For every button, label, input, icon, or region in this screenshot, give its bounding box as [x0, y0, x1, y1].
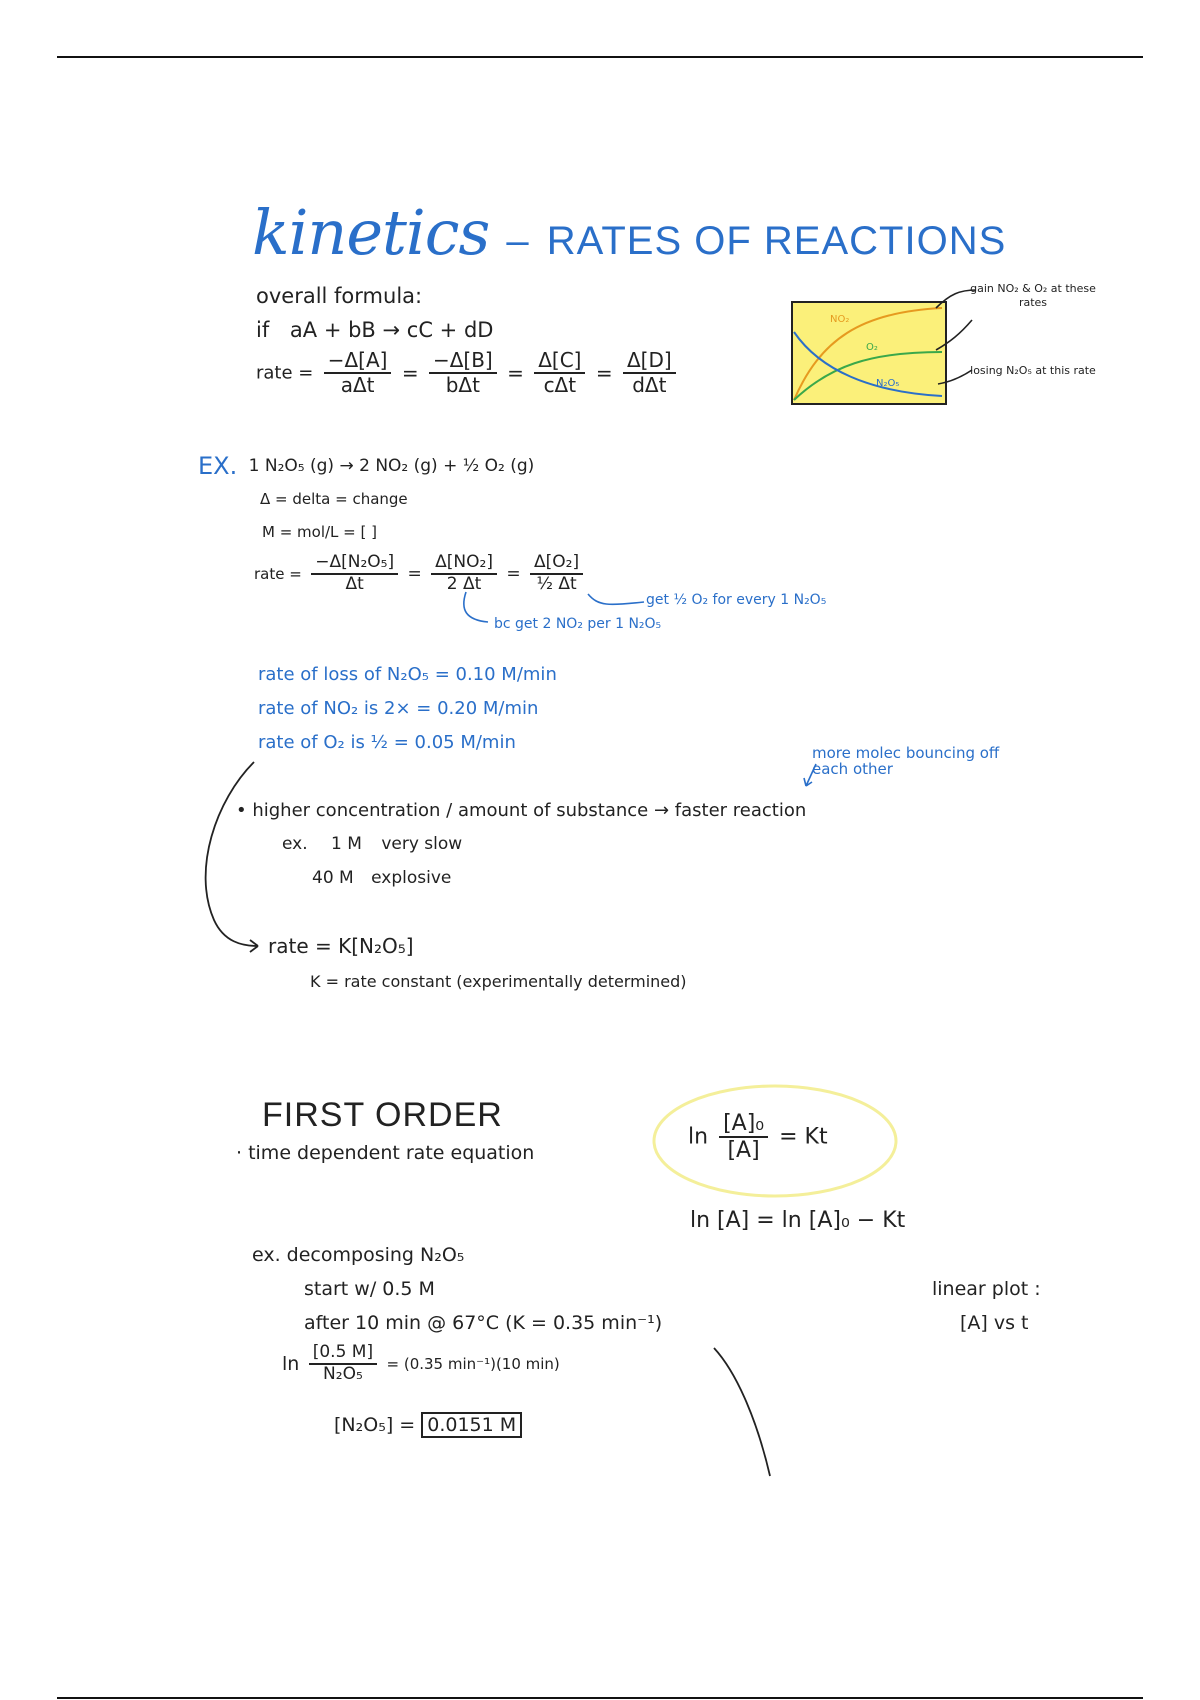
ln-fraction-num: [A]₀	[719, 1112, 768, 1138]
ex-1m-desc: very slow	[381, 834, 463, 854]
ex-label: EX.	[198, 452, 238, 480]
equals-1: =	[401, 361, 419, 385]
o2-note-arrow	[588, 594, 644, 604]
ex-rate-o2-num: Δ[O₂]	[530, 554, 583, 575]
loss-note: losing N₂O₅ at this rate	[970, 364, 1096, 377]
loss-arrow	[938, 370, 972, 384]
ex-rate-word: rate =	[254, 564, 302, 583]
bottom-rule	[57, 1697, 1143, 1699]
calc-fraction-num: [0.5 M]	[309, 1344, 377, 1365]
equals-3: =	[595, 361, 613, 385]
molec-arrow	[800, 762, 830, 792]
molarity-definition: M = mol/L = [ ]	[262, 523, 377, 541]
molec-arrow-path	[804, 764, 816, 786]
rate-term-b	[429, 350, 497, 396]
rate-term-a	[324, 350, 392, 396]
label-n2o5: N₂O₅	[876, 378, 900, 389]
ex-40m-line	[312, 868, 451, 888]
no2-rate-line: rate of NO₂ is 2× = 0.20 M/min	[258, 698, 539, 719]
k-definition: K = rate constant (experimentally determined)	[310, 972, 687, 991]
rate-term-c-num: Δ[C]	[534, 350, 585, 374]
if-word: if	[256, 318, 270, 342]
linear-plot-arrow	[708, 1344, 778, 1480]
label-no2: NO₂	[830, 314, 850, 325]
calc-fraction	[309, 1344, 377, 1384]
ex-equals-1: =	[407, 563, 422, 584]
title-dash: –	[506, 219, 530, 263]
integrated-rate-law	[688, 1112, 828, 1162]
rate-term-d-num: Δ[D]	[623, 350, 676, 374]
title-caps: RATES OF REACTIONS	[546, 219, 1007, 263]
loss-rate-line: rate of loss of N₂O₅ = 0.10 M/min	[258, 664, 557, 685]
ln-fraction-den: [A]	[727, 1138, 760, 1164]
calc-rhs: = (0.35 min⁻¹)(10 min)	[386, 1354, 560, 1373]
molec-note: more molec bouncing off each other	[812, 744, 1000, 778]
gain-arrow-2	[936, 320, 972, 350]
example-reaction-line	[198, 452, 534, 480]
ex-rate-n2o5-num: −Δ[N₂O₅]	[311, 554, 398, 575]
o2-rate-line: rate of O₂ is ½ = 0.05 M/min	[258, 732, 516, 753]
page-title	[252, 196, 1006, 269]
rate-term-b-num: −Δ[B]	[429, 350, 497, 374]
ex-40m: 40 M	[312, 868, 354, 888]
ln-word: ln	[688, 1124, 709, 1150]
rate-term-a-num: −Δ[A]	[324, 350, 392, 374]
rate-term-c	[534, 350, 585, 396]
first-order-heading: FIRST ORDER	[262, 1096, 503, 1134]
rate-term-b-den: bΔt	[445, 373, 480, 397]
ex-rate-n2o5	[311, 554, 398, 594]
overall-label: overall formula:	[256, 284, 423, 308]
linear-plot-arrow-path	[714, 1348, 770, 1476]
rate-law-arrow-path	[206, 762, 258, 952]
ex-1m: 1 M	[331, 834, 362, 854]
overall-reaction-line	[256, 318, 493, 342]
first-order-bullet: · time dependent rate equation	[236, 1142, 535, 1164]
result-value: 0.0151 M	[421, 1412, 522, 1438]
result-line	[334, 1414, 522, 1436]
equals-2: =	[507, 361, 524, 385]
no2-note: bc get 2 NO₂ per 1 N₂O₅	[494, 616, 662, 632]
general-reaction: aA + bB → cC + dD	[289, 318, 494, 342]
rate-law-arrow	[196, 760, 266, 960]
ex-rate-n2o5-den: Δt	[345, 573, 364, 594]
rate-law: rate = K[N₂O₅]	[268, 934, 414, 958]
after-line: after 10 min @ 67°C (K = 0.35 min⁻¹)	[304, 1312, 663, 1334]
top-rule	[57, 56, 1143, 58]
rate-term-c-den: cΔt	[543, 373, 577, 397]
delta-definition: Δ = delta = change	[260, 490, 408, 508]
result-label: [N₂O₅] =	[334, 1414, 416, 1436]
ex-1m-line	[282, 834, 462, 854]
ln-rhs: = Kt	[779, 1124, 828, 1150]
concentration-bullet: • higher concentration / amount of substance → faster reaction	[236, 800, 807, 821]
rate-term-d-den: dΔt	[632, 373, 667, 397]
no2-note-arrow	[464, 592, 488, 622]
gain-note: gain NO₂ & O₂ at these rates	[970, 282, 1096, 310]
ln-fraction	[719, 1112, 768, 1162]
ex-rate-no2-num: Δ[NO₂]	[431, 554, 497, 575]
ex-equals-2: =	[506, 563, 521, 584]
title-script: kinetics	[252, 196, 490, 269]
start-line: start w/ 0.5 M	[304, 1278, 435, 1300]
ex-rate-no2-den: 2 Δt	[446, 573, 482, 594]
calc-ln: ln	[282, 1352, 300, 1375]
decomposing-line: ex. decomposing N₂O₅	[252, 1244, 465, 1266]
rate-word: rate =	[256, 362, 314, 384]
ex-small: ex.	[282, 834, 308, 854]
ex-40m-desc: explosive	[371, 868, 452, 888]
ex-rate-o2-den: ½ Δt	[536, 573, 577, 594]
example-reaction: 1 N₂O₅ (g) → 2 NO₂ (g) + ½ O₂ (g)	[248, 456, 535, 476]
rate-term-d	[623, 350, 676, 396]
linear-plot-label: linear plot :	[932, 1278, 1041, 1300]
linear-plot-axes: [A] vs t	[960, 1312, 1029, 1334]
rate-term-a-den: aΔt	[340, 373, 375, 397]
calc-equation	[282, 1344, 560, 1384]
overall-rate-equation	[256, 350, 680, 396]
o2-note: get ½ O₂ for every 1 N₂O₅	[646, 592, 827, 608]
ln-alternate: ln [A] = ln [A]₀ − Kt	[690, 1208, 906, 1233]
label-o2: O₂	[866, 342, 878, 353]
calc-fraction-den: N₂O₅	[323, 1363, 363, 1384]
